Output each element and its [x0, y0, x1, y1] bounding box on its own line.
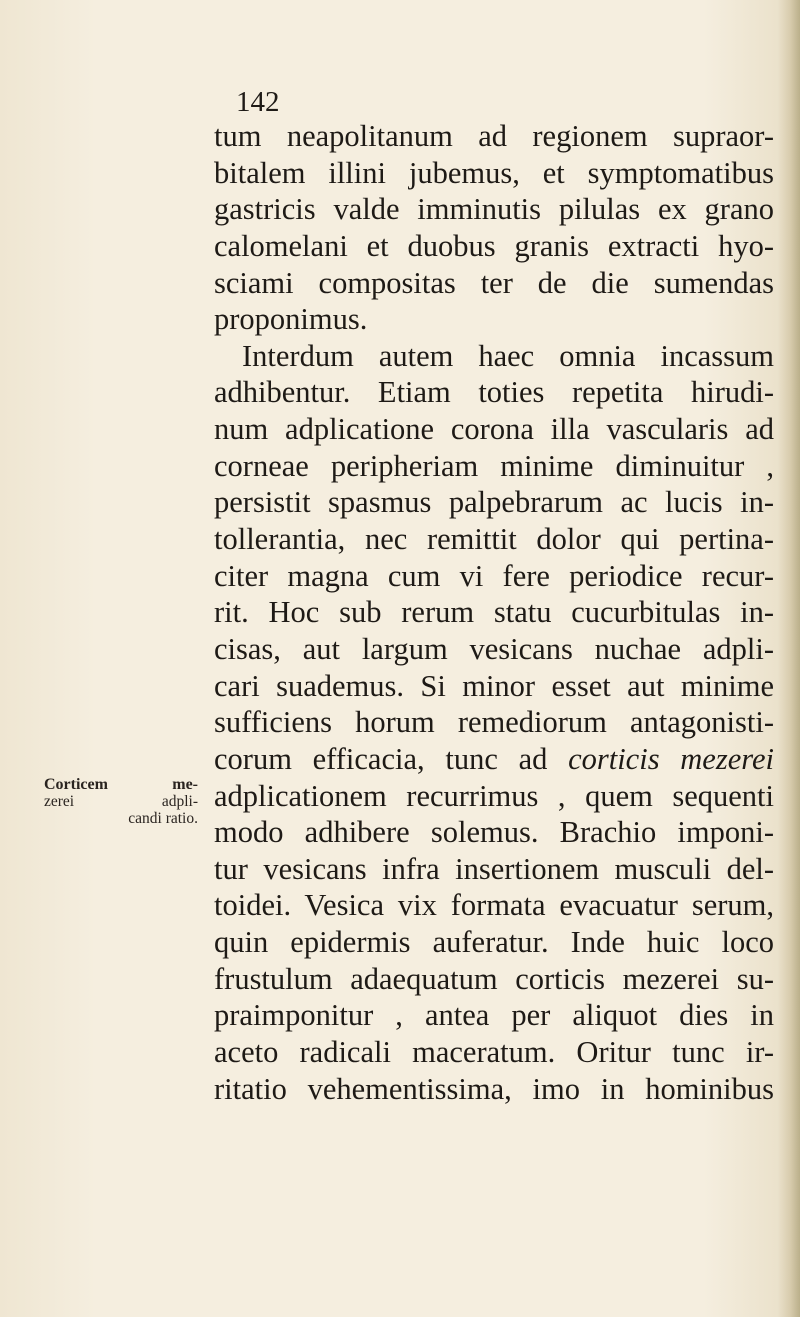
text-line: proponimus. [214, 302, 368, 337]
body-text [214, 118, 774, 1107]
margin-note-line: candi ratio. [128, 810, 198, 827]
text-line: gastricis valde imminutis pilulas ex grano [214, 192, 774, 227]
text-line: tollerantia, nec remittit dolor qui pertina- [214, 522, 774, 557]
text-line: citer magna cum vi fere periodice recur- [214, 558, 774, 593]
text-line: num adplicatione corona illa vascularis ad [214, 412, 774, 447]
page-edge-stain [778, 0, 800, 1317]
margin-note-line: zerei adpli- [44, 793, 198, 810]
text-line: praimponitur , antea per aliquot dies in [214, 998, 774, 1033]
text-segment: corum efficacia, tunc ad [214, 741, 548, 776]
text-line: rit. Hoc sub rerum statu cucurbitulas in- [214, 595, 774, 630]
margin-note-line: Corticem me- [44, 776, 198, 793]
text-line: cisas, aut largum vesicans nuchae adpli- [214, 631, 774, 666]
text-line: frustulum adaequatum corticis mezerei su- [214, 961, 774, 996]
text-line: sciami compositas ter de die sumendas [214, 265, 774, 300]
text-line: tum neapolitanum ad regionem supraor- [214, 119, 774, 153]
text-line: corneae peripheriam minime diminuitur , [214, 448, 774, 483]
paragraph-start-line: Interdum autem haec omnia incassum [242, 338, 774, 373]
text-line: adplicationem recurrimus , quem sequenti [214, 778, 774, 813]
text-line: bitalem illini jubemus, et symptomatibus [214, 155, 774, 190]
marginal-note [44, 776, 204, 827]
text-line: persistit spasmus palpebrarum ac lucis in- [214, 485, 774, 520]
text-line: aceto radicali maceratum. Oritur tunc ir- [214, 1035, 774, 1070]
text-line: calomelani et duobus granis extracti hyo- [214, 228, 774, 263]
text-line: quin epidermis auferatur. Inde huic loco [214, 925, 774, 960]
text-line: ritatio vehementissima, imo in hominibus [214, 1071, 774, 1106]
text-line-with-italic [214, 741, 774, 778]
page-number: 142 [236, 86, 280, 118]
text-line: tur vesicans infra insertionem musculi del- [214, 851, 774, 886]
text-line: adhibentur. Etiam toties repetita hirudi- [214, 375, 774, 410]
text-line: cari suademus. Si minor esset aut minime [214, 668, 774, 703]
text-line: sufficiens horum remediorum antagonisti- [214, 705, 774, 740]
text-line: modo adhibere solemus. Brachio imponi- [214, 815, 774, 850]
italic-term: corticis mezerei [568, 741, 774, 776]
text-line: toidei. Vesica vix formata evacuatur serum, [214, 888, 774, 923]
